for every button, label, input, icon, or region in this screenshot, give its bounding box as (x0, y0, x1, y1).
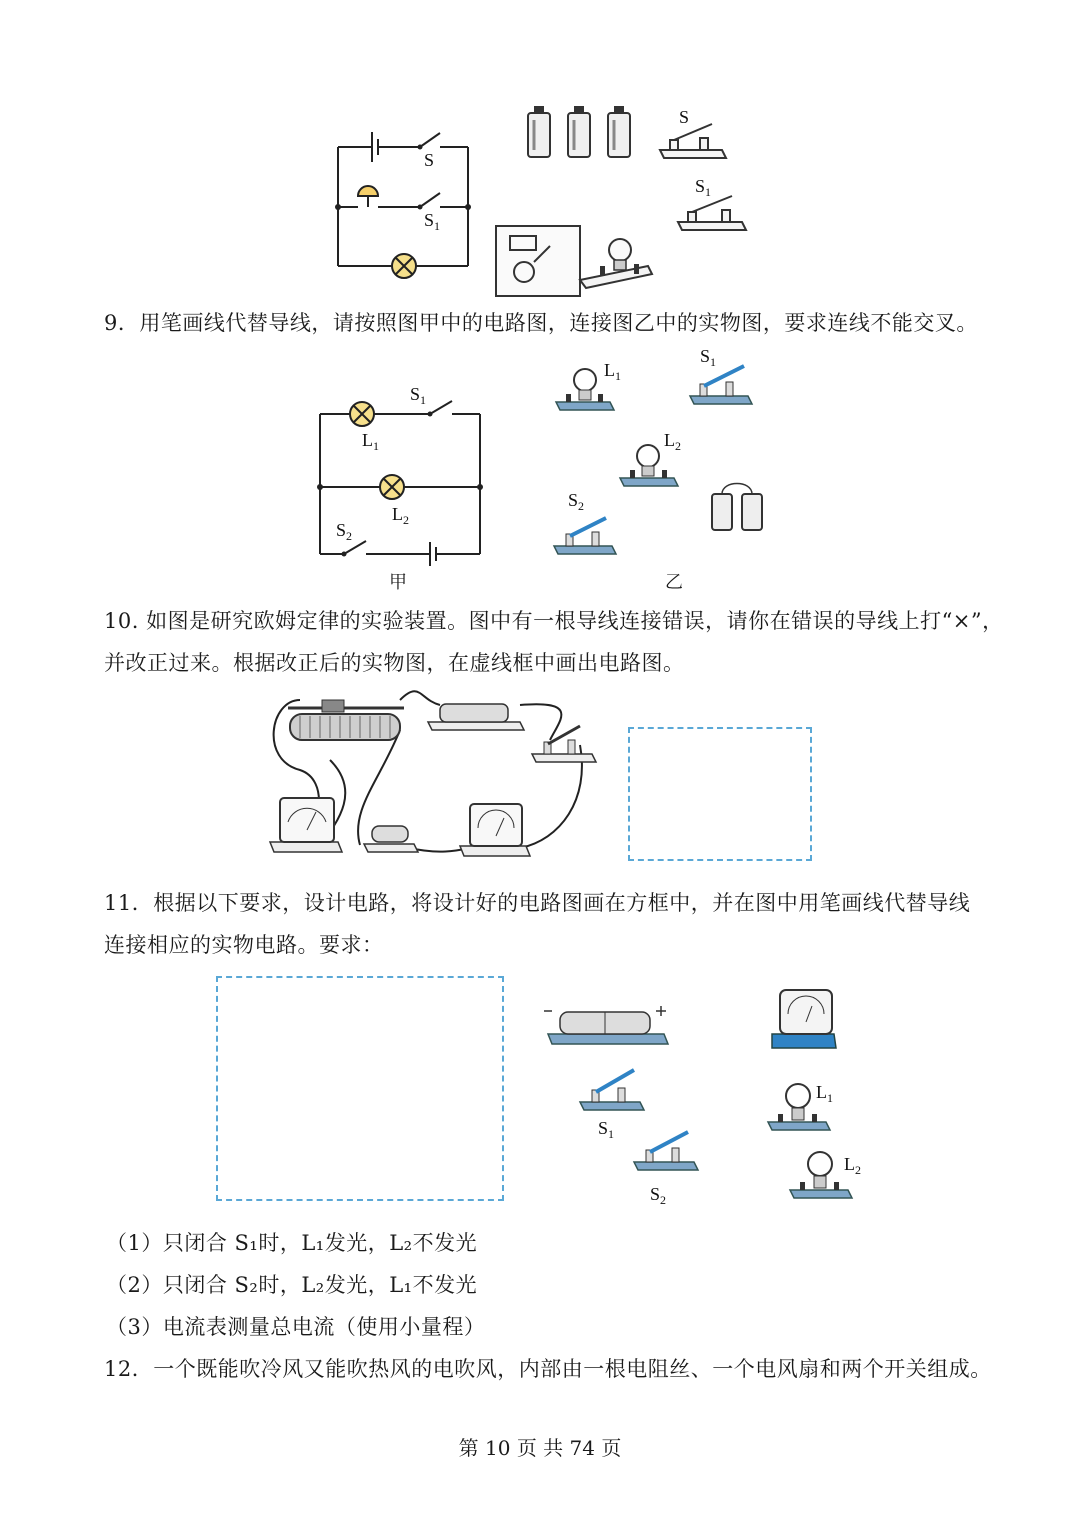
question-11-line2: 连接相应的实物电路。要求： (104, 933, 384, 957)
q9-label-s1: $S_1$ (410, 384, 427, 407)
q9-label-l1: $L_1$ (362, 430, 379, 453)
question-9-text: 9．用笔画线代替导线，请按照图甲中的电路图，连接图乙中的实物图，要求连线不能交叉。 (104, 311, 978, 335)
question-10-line1: 10. 如图是研究欧姆定律的实验装置。图中有一根导线连接错误，请你在错误的导线上打“×”， (104, 609, 1004, 633)
caption-jia: 甲 (389, 572, 408, 593)
q9-real-label-l2: $L_2$ (664, 430, 681, 453)
page-footer: 第 10 页 共 74 页 (458, 1436, 622, 1460)
label-s: S (424, 150, 435, 170)
q11-label-l2: $L_2$ (844, 1154, 861, 1177)
q11-requirement-1: （1）只闭合 S₁时，L₁发光，L₂不发光 (106, 1231, 478, 1255)
q11-requirement-2: （2）只闭合 S₂时，L₂发光，L₁不发光 (106, 1273, 478, 1297)
q9-label-l2: $L_2$ (392, 504, 409, 527)
q11-requirement-3: （3）电流表测量总电流（使用小量程） (106, 1315, 486, 1339)
question-10-line2: 并改正过来。根据改正后的实物图，在虚线框中画出电路图。 (104, 651, 685, 675)
label-real-s1: $S_1$ (695, 176, 712, 199)
q9-real-label-l1: $L_1$ (604, 360, 621, 383)
label-s1: $S_1$ (424, 210, 441, 233)
caption-yi: 乙 (665, 572, 684, 593)
label-real-s: S (679, 107, 690, 127)
q11-label-s2: $S_2$ (650, 1184, 667, 1207)
q11-label-l1: $L_1$ (816, 1082, 833, 1105)
question-11-line1: 11．根据以下要求，设计电路，将设计好的电路图画在方框中，并在图中用笔画线代替导线 (104, 891, 971, 915)
q9-real-label-s2: $S_2$ (568, 490, 585, 513)
q11-label-s1: $S_1$ (598, 1118, 615, 1141)
question-12-text: 12．一个既能吹冷风又能吹热风的电吹风，内部由一根电阻丝、一个电风扇和两个开关组成。 (104, 1357, 992, 1381)
q9-label-s2: $S_2$ (336, 520, 353, 543)
q9-real-label-s1: $S_1$ (700, 346, 717, 369)
